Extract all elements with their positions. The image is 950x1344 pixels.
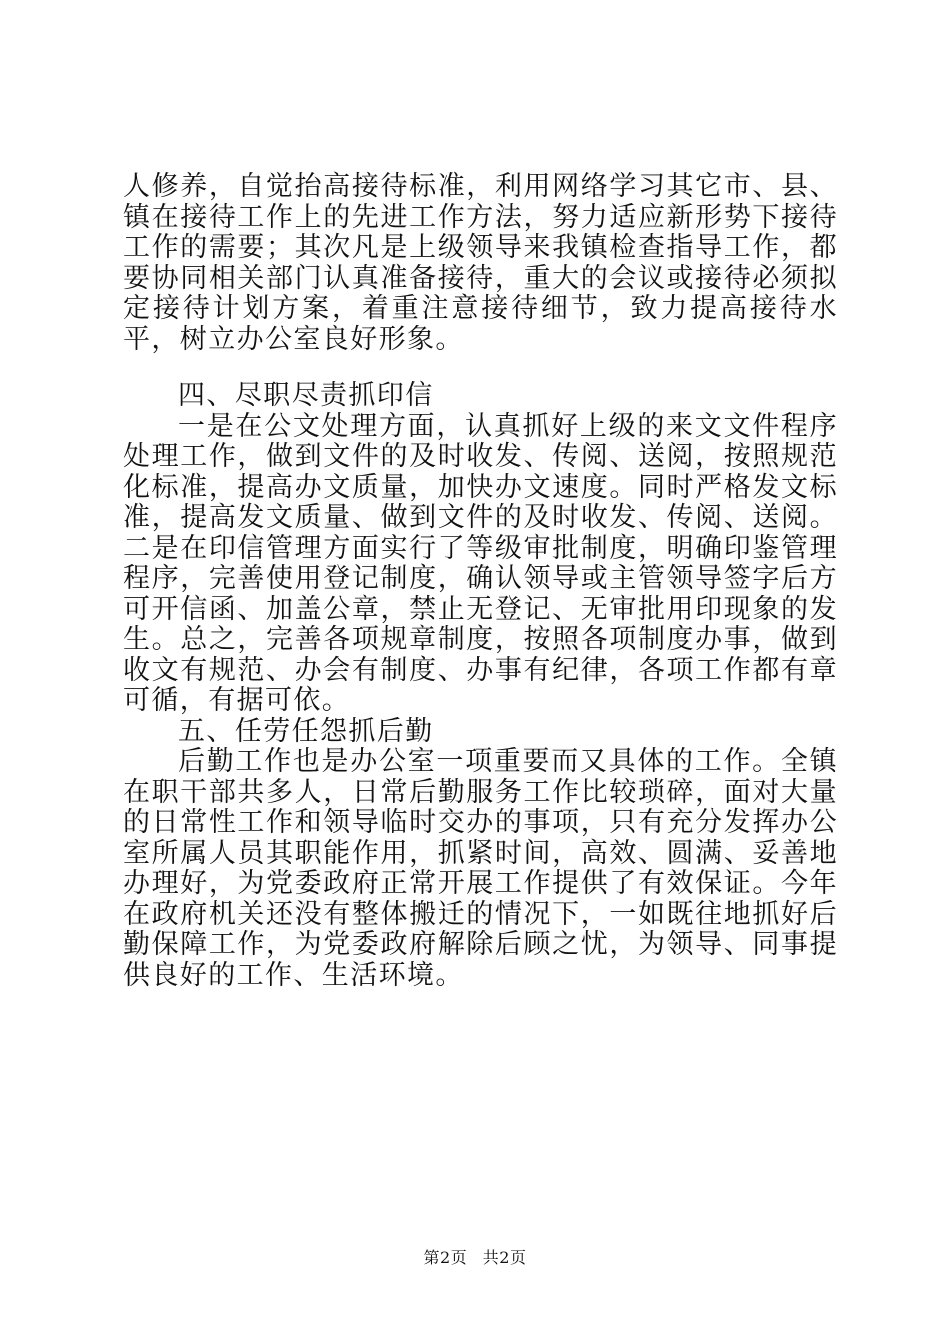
- paragraph-seals: 一是在公文处理方面，认真抓好上级的来文文件程序处理工作，做到文件的及时收发、传阅、送阅，按照规范化标准，提高办文质量，加快办文速度。同时严格发文标准，提高发文质量、做到文件的及时收发、传阅、送阅。二是在印信管理方面实行了等级审批制度，明确印鉴管理程序，完善使用登记制度，确认领导或主管领导签字后方可开信函、加盖公章，禁止无登记、无审批用印现象的发生。总之，完善各项规章制度，按照各项制度办事，做到收文有规范、办会有制度、办事有纪律，各项工作都有章可循，有据可依。: [123, 410, 838, 716]
- section-heading-logistics: 五、任劳任怨抓后勤: [178, 715, 434, 747]
- document-body: [123, 172, 838, 991]
- page-footer: [0, 1245, 950, 1268]
- paragraph-spacer: [123, 355, 838, 381]
- section-heading-seals: 四、尽职尽责抓印信: [178, 380, 434, 411]
- page-total: 共2页: [482, 1248, 527, 1267]
- paragraph-logistics: 后勤工作也是办公室一项重要而又具体的工作。全镇在职干部共多人，日常后勤服务工作比较琐碎，面对大量的日常性工作和领导临时交办的事项，只有充分发挥办公室所属人员其职能作用，抓紧时间，高效、圆满、妥善地办理好，为党委政府正常开展工作提供了有效保证。今年在政府机关还没有整体搬迁的情况下，一如既往地抓好后勤保障工作，为党委政府解除后顾之忧，为领导、同事提供良好的工作、生活环境。: [123, 746, 838, 991]
- page-number: 第2页: [423, 1248, 468, 1267]
- paragraph-reception: 人修养，自觉抬高接待标准，利用网络学习其它市、县、镇在接待工作上的先进工作方法，努力适应新形势下接待工作的需要；其次凡是上级领导来我镇检查指导工作，都要协同相关部门认真准备接待，重大的会议或接待必须拟定接待计划方案，着重注意接待细节，致力提高接待水平，树立办公室良好形象。: [123, 171, 838, 355]
